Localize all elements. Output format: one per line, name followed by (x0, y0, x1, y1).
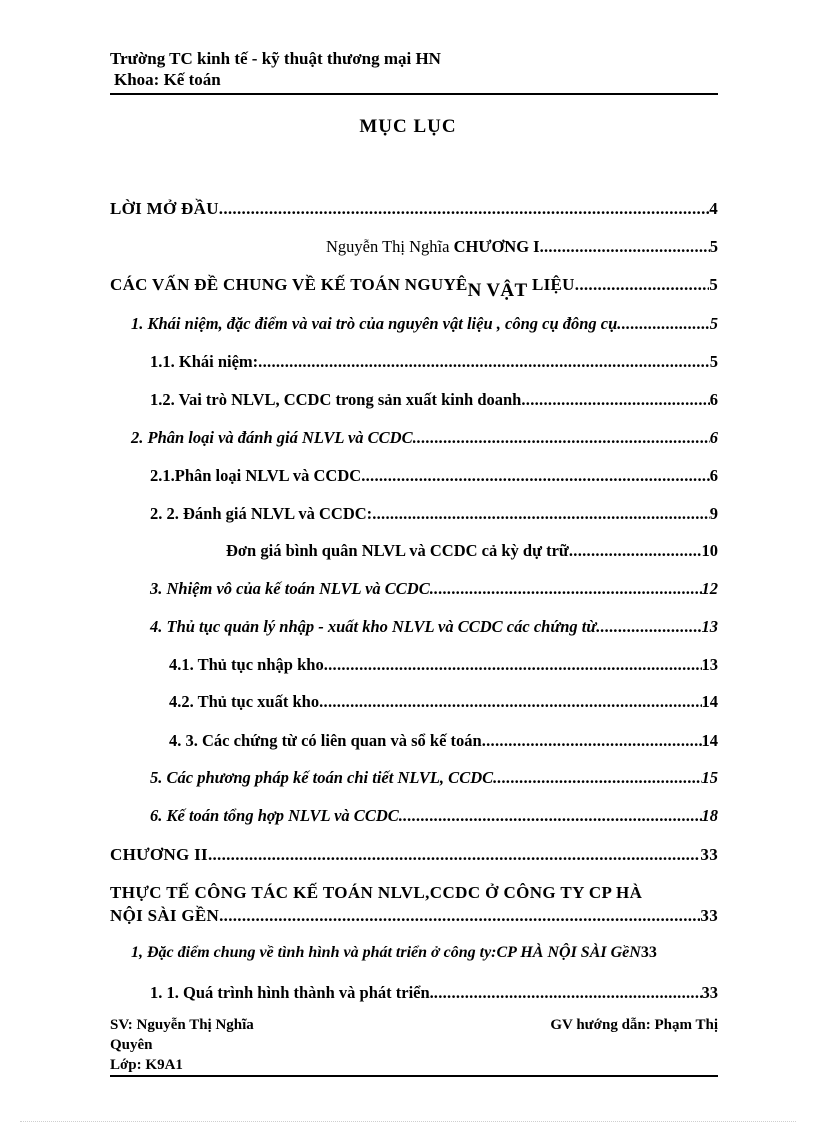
toc-entry[interactable]: 2. 2. Đánh giá NLVL và CCDC: ..... 9 (150, 504, 718, 524)
footer-rule (110, 1075, 718, 1077)
header-rule (110, 93, 718, 95)
page-title: MỤC LỤC (359, 116, 457, 137)
toc-entry[interactable]: 1. Khái niệm, đặc điểm và vai trò của nguyên vật liệu , công cụ đông cụ ..... 5 (131, 314, 718, 334)
toc-entry[interactable]: NỘI SÀI GỀN ..... 33 (110, 906, 718, 926)
toc-entry[interactable]: LỜI MỞ ĐẦU ..... 4 (110, 199, 718, 219)
page-footer (110, 1015, 718, 1075)
school-name: Trường TC kinh tế - kỹ thuật thương mại HN (110, 49, 441, 68)
toc-entry[interactable]: Đơn giá bình quân NLVL và CCDC cả kỳ dự trữ ..... 10 (226, 541, 718, 561)
student-name-cont: Quyên (110, 1037, 153, 1053)
toc-entry[interactable]: Nguyễn Thị Nghĩa CHƯƠNG I ..... 5 (326, 237, 718, 257)
page-header (110, 48, 718, 90)
toc-entry[interactable]: CHƯƠNG II ..... 33 (110, 845, 718, 865)
class-name: Lớp: K9A1 (110, 1057, 183, 1073)
faculty-name: Khoa: Kế toán (114, 70, 221, 89)
toc-entry-multiline[interactable]: THỰC TẾ CÔNG TÁC KẾ TOÁN NLVL,CCDC Ở CÔNG TY CP HÀ (110, 883, 643, 902)
toc-entry[interactable]: 4.2. Thủ tục xuất kho ..... 14 (169, 692, 718, 712)
page-edge-divider (20, 1121, 796, 1122)
student-name: SV: Nguyễn Thị Nghĩa (110, 1017, 254, 1033)
advisor-name: GV hướng dẫn: Phạm Thị (550, 1017, 718, 1033)
toc-entry[interactable]: 2. Phân loại và đánh giá NLVL và CCDC ..... 6 (131, 428, 718, 448)
toc-entry[interactable]: 6. Kế toán tổng hợp NLVL và CCDC ..... 18 (150, 806, 718, 826)
toc-entry[interactable]: 2.1.Phân loại NLVL và CCDC ..... 6 (150, 466, 718, 486)
toc-entry[interactable]: CÁC VẤN ĐỀ CHUNG VỀ KẾ TOÁN NGUYÊN VẬT LIỆU ..... 5 (110, 274, 718, 296)
toc-entry[interactable]: 4. Thủ tục quản lý nhập - xuất kho NLVL và CCDC các chứng từ ..... 13 (150, 617, 718, 637)
toc-entry[interactable]: 1.1. Khái niệm: ..... 5 (150, 352, 718, 372)
toc-entry[interactable]: 1. 1. Quá trình hình thành và phát triển. ..... 33 (150, 983, 718, 1003)
toc-entry[interactable]: 4. 3. Các chứng từ có liên quan và sổ kế toán ..... 14 (169, 731, 718, 751)
toc-entry[interactable]: 3. Nhiệm vô của kế toán NLVL và CCDC ..... 12 (150, 579, 718, 599)
toc-entry[interactable]: 4.1. Thủ tục nhập kho ..... 13 (169, 655, 718, 675)
toc-entry[interactable]: 5. Các phương pháp kế toán chi tiết NLVL, CCDC ..... 15 (150, 768, 718, 788)
toc-entry[interactable]: 1, Đặc điểm chung về tình hình và phát triển ở công ty:CP HÀ NỘI SÀI GềN 33 (131, 944, 657, 961)
toc-entry[interactable]: 1.2. Vai trò NLVL, CCDC trong sản xuất kinh doanh ..... 6 (150, 390, 718, 410)
